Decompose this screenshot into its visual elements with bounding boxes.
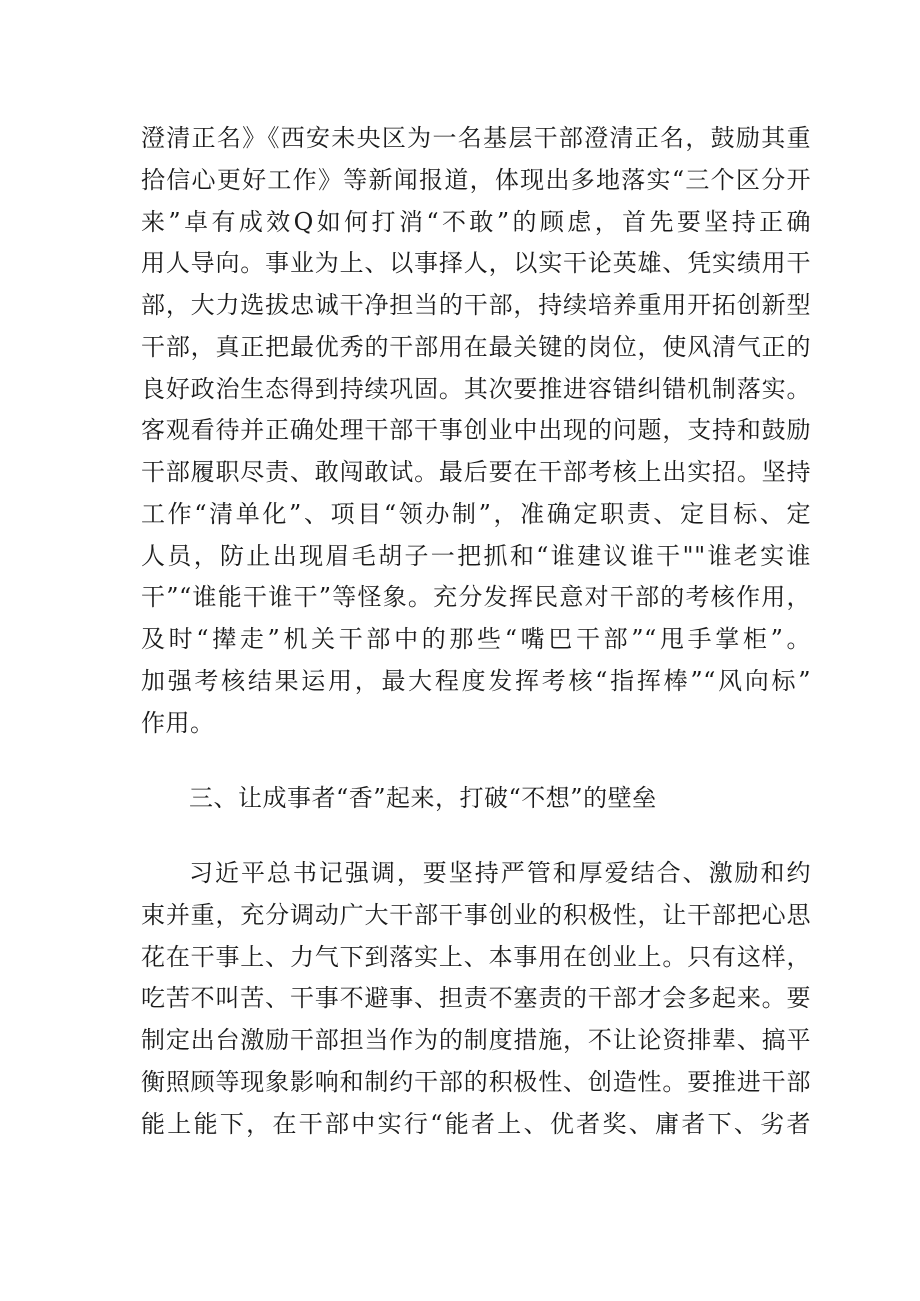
paragraph-line: 干部履职尽责、敢闯敢试。最后要在干部考核上出实招。坚持 — [141, 458, 811, 486]
paragraph-line: 客观看待并正确处理干部干事创业中出现的问题，支持和鼓励 — [141, 416, 811, 444]
section-heading: 三、让成事者“香”起来，打破“不想”的壁垒 — [189, 784, 657, 812]
paragraph-line: 束并重，充分调动广大干部干事创业的积极性，让干部把心思 — [141, 901, 811, 929]
paragraph-line: 拾信心更好工作》等新闻报道，体现出多地落实“三个区分开 — [141, 166, 811, 194]
paragraph-line: 制定出台激励干部担当作为的制度措施，不让论资排辈、搞平 — [141, 1026, 811, 1054]
paragraph-line: 来”卓有成效Q如何打消“不敢”的顾虑，首先要坚持正确 — [141, 208, 811, 236]
paragraph-line: 干部，真正把最优秀的干部用在最关键的岗位，使风清气正的 — [141, 333, 811, 361]
paragraph-line: 用人导向。事业为上、以事择人，以实干论英雄、凭实绩用干 — [141, 249, 811, 277]
paragraph-line: 作用。 — [141, 709, 215, 737]
paragraph-line: 加强考核结果运用，最大程度发挥考核“指挥棒”“风向标” — [141, 667, 811, 695]
paragraph-line: 及时“撵走”机关干部中的那些“嘴巴干部”“甩手掌柜”。 — [141, 625, 811, 653]
paragraph-line: 吃苦不叫苦、干事不避事、担责不塞责的干部才会多起来。要 — [141, 984, 811, 1012]
paragraph-line: 人员，防止出现眉毛胡子一把抓和“谁建议谁干""谁老实谁 — [141, 542, 811, 570]
paragraph-line: 澄清正名》《西安未央区为一名基层干部澄清正名，鼓励其重 — [141, 124, 811, 152]
paragraph-line: 干”“谁能干谁干”等怪象。充分发挥民意对干部的考核作用， — [141, 583, 811, 611]
paragraph-line: 部，大力选拔忠诚干净担当的干部，持续培养重用开拓创新型 — [141, 291, 811, 319]
paragraph-line: 衡照顾等现象影响和制约干部的积极性、创造性。要推进干部 — [141, 1068, 811, 1096]
paragraph-line: 能上能下，在干部中实行“能者上、优者奖、庸者下、劣者 — [141, 1110, 811, 1138]
paragraph-line: 花在干事上、力气下到落实上、本事用在创业上。只有这样， — [141, 943, 811, 971]
paragraph-line: 习近平总书记强调，要坚持严管和厚爱结合、激励和约 — [189, 859, 811, 887]
paragraph-line: 工作“清单化”、项目“领办制”，准确定职责、定目标、定 — [141, 500, 811, 528]
paragraph-line: 良好政治生态得到持续巩固。其次要推进容错纠错机制落实。 — [141, 375, 811, 403]
